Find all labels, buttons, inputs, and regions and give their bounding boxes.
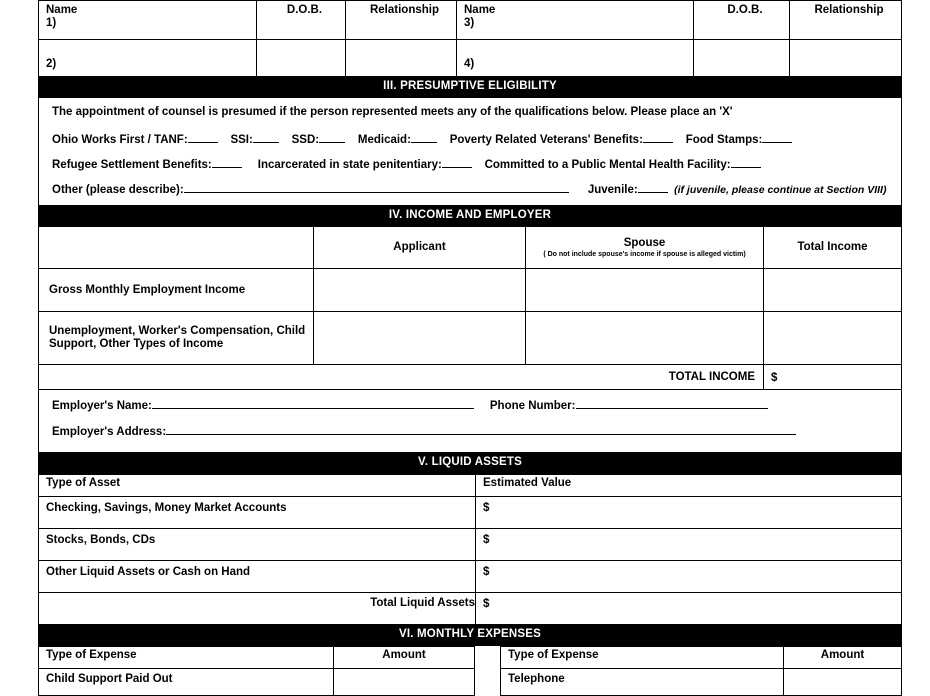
employer-info-box bbox=[38, 390, 902, 453]
cell-name-left[interactable] bbox=[39, 1, 257, 40]
presumptive-eligibility-body bbox=[38, 98, 902, 206]
liquid-header-value: Estimated Value bbox=[476, 474, 902, 496]
label-incarcerated: Incarcerated in state penitentiary: bbox=[257, 158, 442, 171]
cell-dob-right[interactable] bbox=[694, 1, 790, 40]
income-row-label-unemployment: Unemployment, Worker's Compensation, Child Support, Other Types of Income bbox=[39, 312, 314, 365]
header-relationship-right: Relationship bbox=[814, 4, 884, 16]
blank-other-describe[interactable] bbox=[184, 192, 569, 193]
income-header-spouse bbox=[526, 227, 764, 269]
cell-dob-left-2[interactable] bbox=[257, 40, 346, 77]
income-header-applicant: Applicant bbox=[314, 227, 526, 269]
expense-column-gap bbox=[475, 646, 501, 668]
expense-header-amount-left: Amount bbox=[334, 646, 475, 668]
blank-ohio-works-first[interactable] bbox=[188, 142, 218, 143]
income-header-blank bbox=[39, 227, 314, 269]
row-number-3: 3) bbox=[464, 17, 475, 30]
table-row bbox=[39, 1, 902, 40]
cell-name-left-2[interactable] bbox=[39, 40, 257, 77]
presumptive-checklist-line-2 bbox=[39, 159, 901, 171]
cell-relationship-left-2[interactable] bbox=[346, 40, 457, 77]
income-cell-applicant-gross[interactable] bbox=[314, 269, 526, 312]
table-row bbox=[39, 227, 902, 269]
cell-dob-right-2[interactable] bbox=[694, 40, 790, 77]
expense-label-child-support: Child Support Paid Out bbox=[39, 668, 334, 695]
label-employer-name: Employer's Name: bbox=[52, 400, 152, 413]
row-number-4: 4) bbox=[464, 58, 475, 70]
blank-ssi[interactable] bbox=[253, 142, 279, 143]
label-phone-number: Phone Number: bbox=[489, 400, 576, 413]
income-cell-applicant-other[interactable] bbox=[314, 312, 526, 365]
label-food-stamps: Food Stamps: bbox=[685, 133, 763, 146]
header-relationship-left: Relationship bbox=[369, 4, 439, 16]
liquid-value-stocks[interactable]: $ bbox=[476, 528, 902, 560]
cell-relationship-left[interactable] bbox=[346, 1, 457, 40]
liquid-value-other[interactable]: $ bbox=[476, 560, 902, 592]
liquid-value-checking[interactable]: $ bbox=[476, 496, 902, 528]
table-row bbox=[39, 668, 902, 695]
table-row bbox=[39, 40, 902, 77]
cell-name-right-2[interactable] bbox=[457, 40, 694, 77]
label-juvenile: Juvenile: bbox=[587, 183, 638, 196]
liquid-row-label-other: Other Liquid Assets or Cash on Hand bbox=[39, 560, 476, 592]
juvenile-note: (if juvenile, please continue at Section VIII) bbox=[674, 183, 887, 196]
cell-relationship-right-2[interactable] bbox=[790, 40, 902, 77]
section-header-liquid-assets: V. LIQUID ASSETS bbox=[38, 453, 902, 474]
table-row bbox=[39, 312, 902, 365]
blank-juvenile[interactable] bbox=[638, 192, 668, 193]
input-phone-number[interactable] bbox=[576, 408, 768, 409]
table-row bbox=[39, 365, 902, 390]
table-row bbox=[39, 496, 902, 528]
expense-row-gap bbox=[475, 668, 501, 695]
blank-committed-mental-health[interactable] bbox=[731, 167, 761, 168]
income-table bbox=[38, 226, 902, 390]
header-dob-left: D.O.B. bbox=[286, 4, 323, 16]
blank-food-stamps[interactable] bbox=[762, 142, 792, 143]
total-income-label: TOTAL INCOME bbox=[39, 365, 764, 390]
expense-header-amount-right: Amount bbox=[784, 646, 902, 668]
blank-poverty-veterans-benefits[interactable] bbox=[643, 142, 673, 143]
header-dob-right: D.O.B. bbox=[727, 4, 763, 16]
label-ssi: SSI: bbox=[230, 133, 253, 146]
presumptive-other-line bbox=[39, 184, 901, 196]
expense-label-telephone: Telephone bbox=[501, 668, 784, 695]
presumptive-intro: The appointment of counsel is presumed if the person represented meets any of the qualifications below. Please place an 'X' bbox=[52, 105, 733, 118]
income-header-spouse-label: Spouse bbox=[623, 236, 666, 249]
table-row bbox=[39, 474, 902, 496]
label-refugee-settlement-benefits: Refugee Settlement Benefits: bbox=[52, 158, 212, 171]
row-number-2: 2) bbox=[46, 58, 57, 70]
income-cell-total-gross[interactable] bbox=[764, 269, 902, 312]
blank-incarcerated[interactable] bbox=[442, 167, 472, 168]
employer-address-line bbox=[39, 426, 901, 438]
relatives-table bbox=[38, 0, 902, 77]
row-number-1: 1) bbox=[46, 17, 57, 30]
income-cell-total-other[interactable] bbox=[764, 312, 902, 365]
income-header-total: Total Income bbox=[764, 227, 902, 269]
label-employer-address: Employer's Address: bbox=[52, 426, 167, 439]
monthly-expenses-table bbox=[38, 646, 902, 696]
input-employer-address[interactable] bbox=[166, 434, 796, 435]
presumptive-checklist-line-1 bbox=[39, 134, 901, 146]
expense-header-type-left: Type of Expense bbox=[39, 646, 334, 668]
income-row-label-gross-monthly: Gross Monthly Employment Income bbox=[39, 269, 314, 312]
section-header-income-employer: IV. INCOME AND EMPLOYER bbox=[38, 206, 902, 227]
liquid-assets-table bbox=[38, 474, 902, 625]
expense-amount-child-support[interactable] bbox=[334, 668, 475, 695]
employer-name-line bbox=[39, 400, 901, 412]
label-medicaid: Medicaid: bbox=[357, 133, 411, 146]
table-row bbox=[39, 646, 902, 668]
section-header-presumptive-eligibility: III. PRESUMPTIVE ELIGIBILITY bbox=[38, 77, 902, 98]
liquid-header-type: Type of Asset bbox=[39, 474, 476, 496]
input-employer-name[interactable] bbox=[152, 408, 474, 409]
header-name-left: Name bbox=[46, 4, 78, 16]
expense-header-type-right: Type of Expense bbox=[501, 646, 784, 668]
cell-name-right[interactable] bbox=[457, 1, 694, 40]
blank-medicaid[interactable] bbox=[411, 142, 437, 143]
table-row bbox=[39, 528, 902, 560]
liquid-row-label-checking: Checking, Savings, Money Market Accounts bbox=[39, 496, 476, 528]
blank-refugee-settlement-benefits[interactable] bbox=[212, 167, 242, 168]
section-header-monthly-expenses: VI. MONTHLY EXPENSES bbox=[38, 625, 902, 646]
income-cell-spouse-gross[interactable] bbox=[526, 269, 764, 312]
total-income-value[interactable]: $ bbox=[764, 365, 902, 390]
label-other-describe: Other (please describe): bbox=[52, 183, 184, 196]
label-ssd: SSD: bbox=[291, 133, 320, 146]
form-page bbox=[38, 0, 902, 696]
liquid-total-label: Total Liquid Assets bbox=[39, 592, 476, 624]
table-row bbox=[39, 560, 902, 592]
table-row bbox=[39, 269, 902, 312]
liquid-row-label-stocks: Stocks, Bonds, CDs bbox=[39, 528, 476, 560]
label-poverty-veterans-benefits: Poverty Related Veterans' Benefits: bbox=[449, 133, 643, 146]
cell-relationship-right[interactable] bbox=[790, 1, 902, 40]
label-committed-mental-health: Committed to a Public Mental Health Facility: bbox=[484, 158, 731, 171]
liquid-total-value[interactable]: $ bbox=[476, 592, 902, 624]
income-cell-spouse-other[interactable] bbox=[526, 312, 764, 365]
label-ohio-works-first: Ohio Works First / TANF: bbox=[52, 133, 188, 146]
header-name-right: Name bbox=[464, 4, 496, 16]
blank-ssd[interactable] bbox=[319, 142, 345, 143]
expense-amount-telephone[interactable] bbox=[784, 668, 902, 695]
cell-dob-left[interactable] bbox=[257, 1, 346, 40]
income-header-spouse-note: ( Do not include spouse's income if spouse is alleged victim) bbox=[543, 250, 746, 258]
